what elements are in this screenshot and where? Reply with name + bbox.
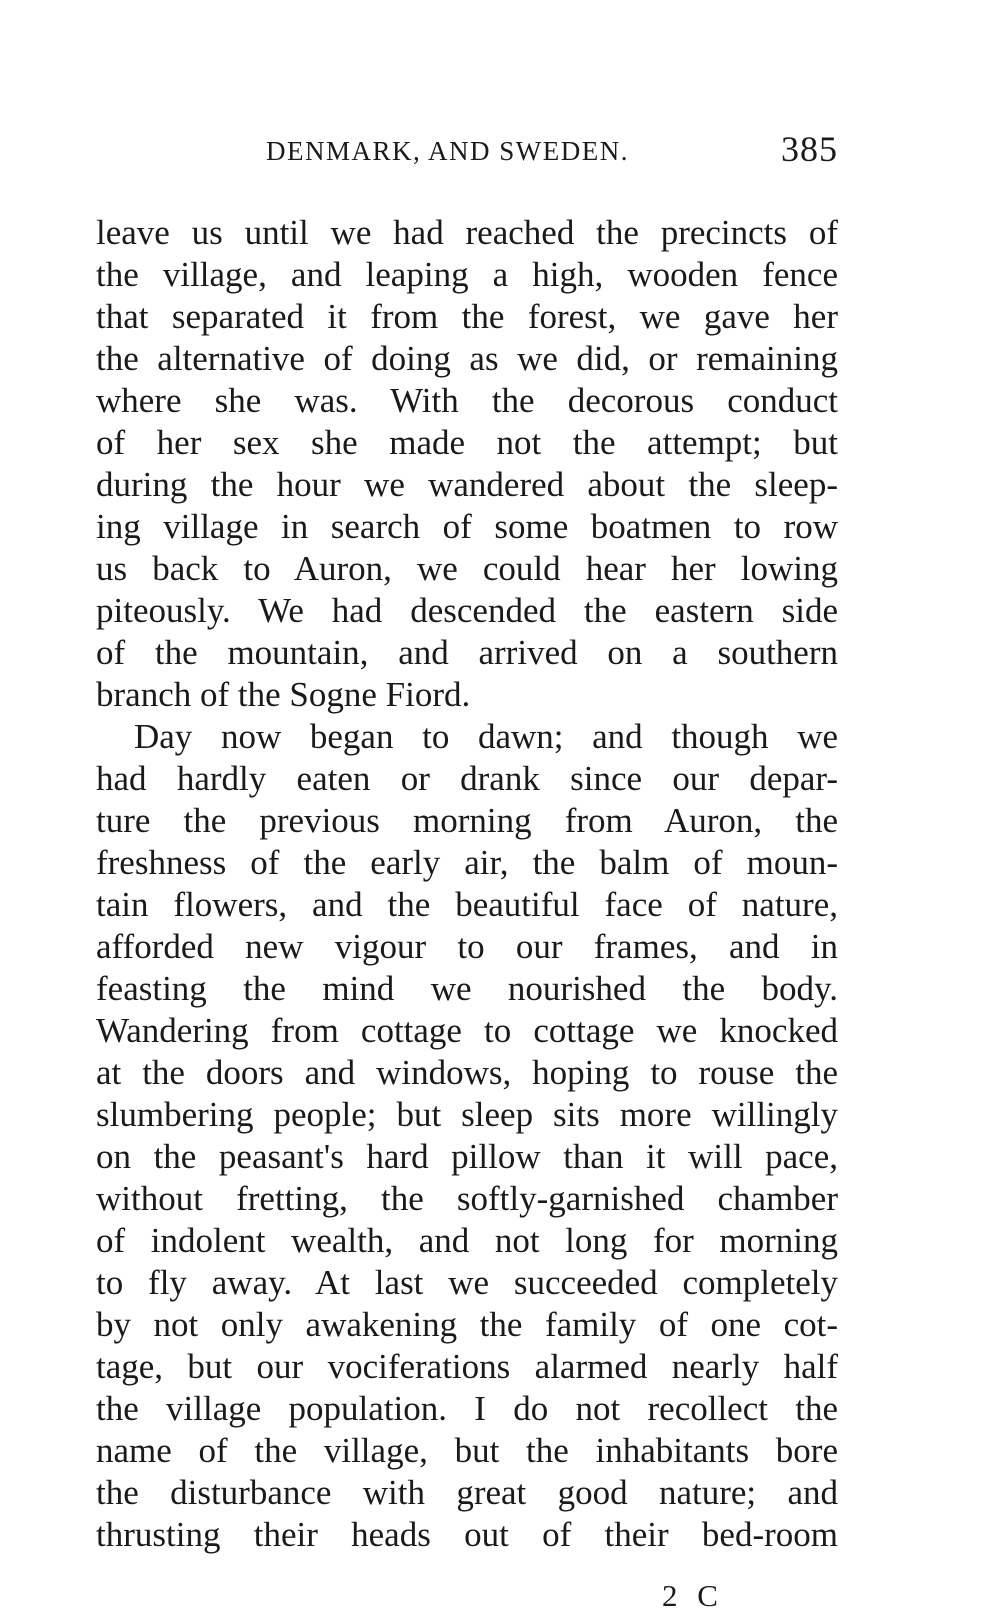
text-line: during the hour we wandered about the sleep- <box>96 465 838 504</box>
signature-mark: 2 C <box>662 1578 724 1613</box>
body-text <box>96 212 838 1556</box>
text-line: the village population. I do not recollect the <box>96 1389 838 1428</box>
text-line: tain flowers, and the beautiful face of nature, <box>96 885 838 924</box>
text-line: the disturbance with great good nature; and <box>96 1473 838 1512</box>
text-line: ing village in search of some boatmen to row <box>96 507 838 546</box>
text-line: branch of the Sogne Fiord. <box>96 675 471 714</box>
text-line: had hardly eaten or drank since our depar- <box>96 759 838 798</box>
text-line: freshness of the early air, the balm of moun- <box>96 843 838 882</box>
text-line: to fly away. At last we succeeded completely <box>96 1263 838 1302</box>
text-line: without fretting, the softly-garnished chamber <box>96 1179 838 1218</box>
text-line: Day now began to dawn; and though we <box>134 717 838 756</box>
running-head <box>96 128 838 176</box>
text-line: thrusting their heads out of their bed-room <box>96 1515 838 1554</box>
text-line: of indolent wealth, and not long for morning <box>96 1221 838 1260</box>
text-line: by not only awakening the family of one cot- <box>96 1305 838 1344</box>
paragraph-2 <box>96 716 838 1556</box>
text-line: feasting the mind we nourished the body. <box>96 969 838 1008</box>
text-line: that separated it from the forest, we gave her <box>96 297 838 336</box>
text-line: of her sex she made not the attempt; but <box>96 423 838 462</box>
text-line: the village, and leaping a high, wooden fence <box>96 255 838 294</box>
text-line: ture the previous morning from Auron, the <box>96 801 838 840</box>
running-title: DENMARK, AND SWEDEN. <box>266 136 629 166</box>
text-line: us back to Auron, we could hear her lowing <box>96 549 838 588</box>
paragraph-1 <box>96 212 838 716</box>
text-line: afforded new vigour to our frames, and in <box>96 927 838 966</box>
text-line: Wandering from cottage to cottage we knocked <box>96 1011 838 1050</box>
text-line: the alternative of doing as we did, or remaining <box>96 339 838 378</box>
text-line: tage, but our vociferations alarmed nearly half <box>96 1347 838 1386</box>
text-line: piteously. We had descended the eastern side <box>96 591 838 630</box>
text-line: slumbering people; but sleep sits more willingly <box>96 1095 838 1134</box>
text-line: of the mountain, and arrived on a southern <box>96 633 838 672</box>
page-number: 385 <box>781 129 838 169</box>
text-line: where she was. With the decorous conduct <box>96 381 838 420</box>
text-line: at the doors and windows, hoping to rouse the <box>96 1053 838 1092</box>
text-line: on the peasant's hard pillow than it will pace, <box>96 1137 838 1176</box>
text-line: leave us until we had reached the precincts of <box>96 213 838 252</box>
text-line: name of the village, but the inhabitants bore <box>96 1431 838 1470</box>
